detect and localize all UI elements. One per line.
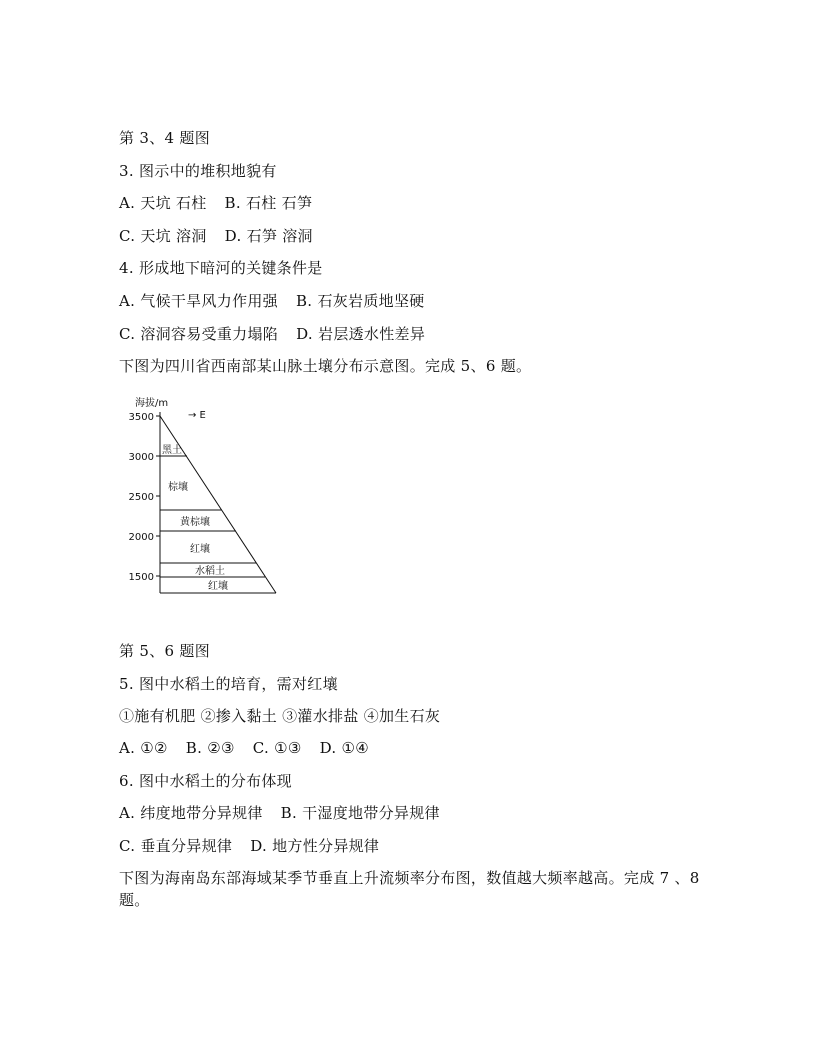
q6-stem: 6. 图中水稻土的分布体现 — [119, 772, 292, 790]
intro-5-6: 下图为四川省西南部某山脉土壤分布示意图。完成 5、6 题。 — [119, 357, 532, 375]
q6-option-b: B. 干湿度地带分异规律 — [280, 804, 440, 822]
q5-option-b: B. ②③ — [185, 739, 235, 757]
q6-options-row1 — [119, 803, 440, 823]
zone-label-paddy-soil: 水稻土 — [195, 566, 225, 577]
q3-option-d: D. 石笋 溶洞 — [224, 227, 313, 245]
q5-choices: ①施有机肥 ②掺入黏土 ③灌水排盐 ④加生石灰 — [119, 707, 441, 725]
q4-option-b: B. 石灰岩质地坚硬 — [295, 292, 425, 310]
q5-option-d: D. ①④ — [319, 739, 370, 757]
q6-option-c: C. 垂直分异规律 — [119, 837, 233, 855]
tick-label-3500: 3500 — [128, 412, 154, 423]
q5-options — [119, 738, 369, 758]
intro-7-8: 下图为海南岛东部海域某季节垂直上升流频率分布图，数值越大频率越高。完成 7 、8 题。 — [119, 869, 700, 909]
q6-option-a: A. 纬度地带分异规律 — [119, 804, 263, 822]
q3-option-b: B. 石柱 石笋 — [224, 194, 313, 212]
zone-label-yellow-brown-soil: 黄棕壤 — [180, 517, 210, 528]
q6-options-row2 — [119, 836, 379, 856]
q3-option-c: C. 天坑 溶洞 — [119, 227, 207, 245]
y-axis-label: 海拔/m — [135, 398, 169, 409]
q4-stem: 4. 形成地下暗河的关键条件是 — [119, 259, 323, 277]
zone-label-black-soil: 黑土 — [162, 445, 182, 456]
q5-option-c: C. ①③ — [252, 739, 302, 757]
zone-label-red-soil-upper: 红壤 — [190, 544, 210, 555]
q3-stem: 3. 图示中的堆积地貌有 — [119, 162, 277, 180]
soil-distribution-figure — [125, 388, 295, 600]
direction-label: → E — [188, 410, 206, 421]
q5-stem: 5. 图中水稻土的培育，需对红壤 — [119, 675, 338, 693]
tick-label-1500: 1500 — [128, 572, 154, 583]
zone-label-red-soil-lower: 红壤 — [208, 581, 228, 592]
q4-options-row1 — [119, 291, 425, 311]
q4-options-row2 — [119, 324, 425, 344]
q3-option-a: A. 天坑 石柱 — [119, 194, 207, 212]
zone-label-brown-soil: 棕壤 — [168, 482, 188, 493]
q3-options-row2 — [119, 226, 313, 246]
q4-option-a: A. 气候干旱风力作用强 — [119, 292, 278, 310]
q6-option-d: D. 地方性分异规律 — [250, 837, 380, 855]
q56-caption: 第 5、6 题图 — [119, 642, 211, 660]
q4-option-c: C. 溶洞容易受重力塌陷 — [119, 325, 279, 343]
tick-label-2000: 2000 — [128, 532, 154, 543]
tick-label-3000: 3000 — [128, 452, 154, 463]
q5-option-a: A. ①② — [119, 739, 168, 757]
q4-option-d: D. 岩层透水性差异 — [296, 325, 426, 343]
q34-caption: 第 3、4 题图 — [119, 129, 211, 147]
tick-label-2500: 2500 — [128, 492, 154, 503]
q3-options-row1 — [119, 193, 312, 213]
